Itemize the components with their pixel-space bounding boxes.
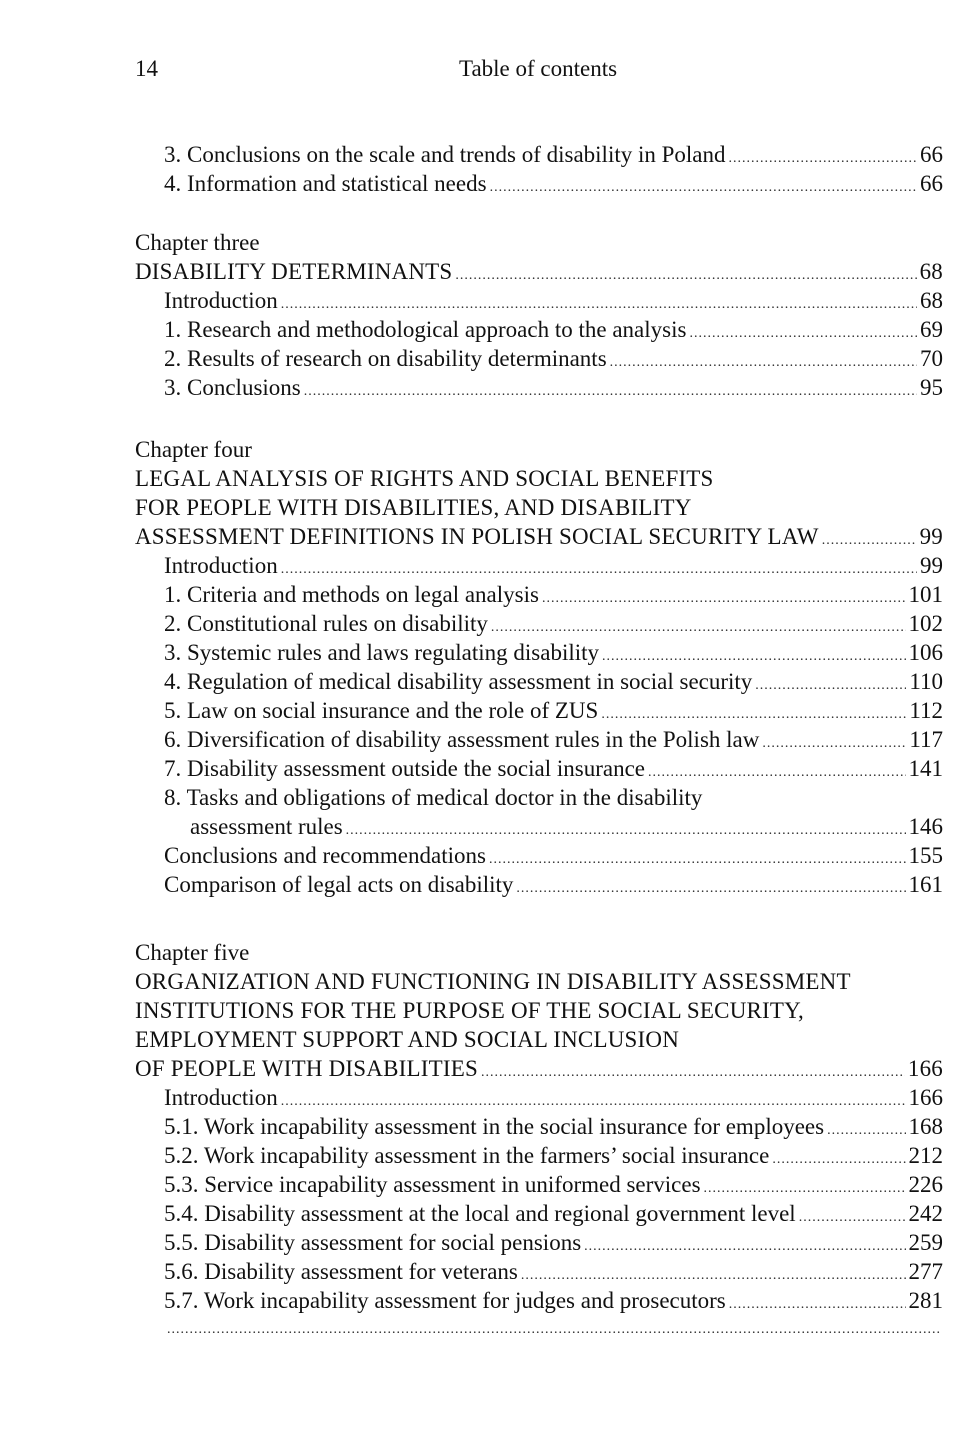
entry-label: Introduction [164,553,278,578]
entry-page: 226 [908,1172,943,1197]
entry-page: 99 [919,524,943,549]
leader-dots [167,1315,940,1344]
entry-page: 68 [920,288,943,313]
chapter-title[interactable] [135,522,943,551]
toc-entry[interactable] [135,841,943,870]
entry-label: 5.5. Disability assessment for social pensions [164,1230,582,1255]
toc-entry[interactable] [135,1112,943,1141]
chapter-title[interactable] [135,257,943,286]
leader-dots [762,729,906,758]
toc-entry[interactable] [135,140,943,169]
page-header [0,56,960,86]
leader-dots [490,173,917,202]
toc-entry[interactable] [135,286,943,315]
entry-label: 5.7. Work incapability assessment for judges and prosecutors [164,1288,726,1313]
entry-label: 5. Law on social insurance and the role of ZUS [164,698,599,723]
entry-page: 99 [920,553,943,578]
entry-label: assessment rules [190,814,343,839]
toc-entry[interactable] [135,812,943,841]
entry-label: 4. Information and statistical needs [164,171,487,196]
chapter-five [135,938,943,1344]
entry-label: 5.4. Disability assessment at the local and regional government level [164,1201,796,1226]
entry-page: 242 [908,1201,943,1226]
chapter-title-line: FOR PEOPLE WITH DISABILITIES, AND DISABILITY [135,495,692,520]
chapter-title-line: INSTITUTIONS FOR THE PURPOSE OF THE SOCIAL SECURITY, [135,998,804,1023]
entry-label: 5.3. Service incapability assessment in uniformed services [164,1172,701,1197]
chapter-title[interactable] [135,1054,943,1083]
leader-dots [822,526,917,555]
leader-dots [755,671,906,700]
entry-page: 106 [908,640,943,665]
entry-page: 166 [907,1056,943,1081]
entry-page: 277 [908,1259,943,1284]
entry-label: Introduction [164,1085,278,1110]
toc-entry[interactable] [135,1315,943,1344]
chapter-title-line: LEGAL ANALYSIS OF RIGHTS AND SOCIAL BENEFITS [135,466,714,491]
toc-entry[interactable] [135,696,943,725]
toc-continuation [135,140,943,198]
entry-label: Comparison of legal acts on disability [164,872,514,897]
leader-dots [610,348,917,377]
chapter-heading: Chapter five [135,940,250,965]
entry-page: 112 [909,698,943,723]
toc-entry[interactable] [135,1199,943,1228]
running-title: Table of contents [459,56,618,81]
toc-entry[interactable] [135,754,943,783]
toc-entry[interactable] [135,870,943,899]
toc-entry[interactable] [135,1228,943,1257]
toc-entry[interactable] [135,1170,943,1199]
entry-page: 141 [908,756,943,781]
entry-label: Introduction [164,288,278,313]
chapter-heading: Chapter four [135,437,252,462]
page-number: 14 [135,56,158,81]
toc-entry-line[interactable]: 8. Tasks and obligations of medical doctor in the disability [164,785,703,810]
entry-label: 3. Conclusions [164,375,301,400]
leader-dots [455,261,916,290]
toc-entry[interactable] [135,1083,943,1112]
toc-entry[interactable] [135,373,943,402]
chapter-title-line: EMPLOYMENT SUPPORT AND SOCIAL INCLUSION [135,1027,679,1052]
entry-label: 2. Constitutional rules on disability [164,611,488,636]
entry-page: 259 [908,1230,943,1255]
entry-page: 66 [920,142,943,167]
entry-page: 146 [908,814,943,839]
entry-label: DISABILITY DETERMINANTS [135,259,453,284]
entry-label: 5.6. Disability assessment for veterans [164,1259,518,1284]
leader-dots [729,144,917,173]
entry-label: 4. Regulation of medical disability assessment in social security [164,669,753,694]
table-of-contents [135,140,943,1344]
entry-label: 7. Disability assessment outside the social insurance [164,756,645,781]
entry-label: ASSESSMENT DEFINITIONS IN POLISH SOCIAL SECURITY LAW [135,524,819,549]
entry-page: 155 [908,843,943,868]
entry-page: 168 [908,1114,943,1139]
leader-dots [516,874,905,903]
entry-label: 1. Research and methodological approach to the analysis [164,317,687,342]
toc-entry[interactable] [135,344,943,373]
entry-label: 5.2. Work incapability assessment in the farmers’ social insurance [164,1143,770,1168]
entry-page: 161 [908,872,943,897]
entry-label: 3. Systemic rules and laws regulating disability [164,640,600,665]
toc-entry[interactable] [135,725,943,754]
toc-entry[interactable] [135,667,943,696]
entry-page: 69 [920,317,943,342]
entry-page: 212 [908,1143,943,1168]
chapter-four [135,435,943,899]
leader-dots [689,319,917,348]
leader-dots [304,377,917,406]
entry-label: 3. Conclusions on the scale and trends of disability in Poland [164,142,726,167]
entry-label: 2. Results of research on disability determinants [164,346,607,371]
entry-page: 117 [909,727,943,752]
entry-page: 110 [909,669,943,694]
entry-label: 6. Diversification of disability assessment rules in the Polish law [164,727,760,752]
toc-entry[interactable] [135,638,943,667]
leader-dots [542,584,906,613]
toc-entry[interactable] [135,1141,943,1170]
leader-dots [584,1232,905,1261]
leader-dots [827,1116,905,1145]
entry-page: 101 [908,582,943,607]
leader-dots [799,1203,906,1232]
entry-page: 166 [908,1085,943,1110]
toc-entry[interactable] [135,315,943,344]
toc-entry[interactable] [135,169,943,198]
leader-dots [772,1145,905,1174]
entry-label: Conclusions and recommendations [164,843,486,868]
entry-page: 102 [908,611,943,636]
leader-dots [481,1058,905,1087]
chapter-three [135,228,943,402]
toc-entry[interactable] [135,1286,943,1315]
chapter-heading: Chapter three [135,230,260,255]
entry-label: 1. Criteria and methods on legal analysis [164,582,539,607]
toc-entry[interactable] [135,1257,943,1286]
entry-page: 66 [920,171,943,196]
entry-page: 68 [919,259,943,284]
toc-entry[interactable] [135,580,943,609]
toc-entry[interactable] [135,609,943,638]
entry-page: 281 [908,1288,943,1313]
entry-label: 5.1. Work incapability assessment in the social insurance for employees [164,1114,825,1139]
entry-label: OF PEOPLE WITH DISABILITIES [135,1056,478,1081]
toc-entry[interactable] [135,551,943,580]
entry-page: 70 [920,346,943,371]
leader-dots [489,845,906,874]
chapter-title-line: ORGANIZATION AND FUNCTIONING IN DISABILITY ASSESSMENT [135,969,851,994]
entry-page: 95 [920,375,943,400]
